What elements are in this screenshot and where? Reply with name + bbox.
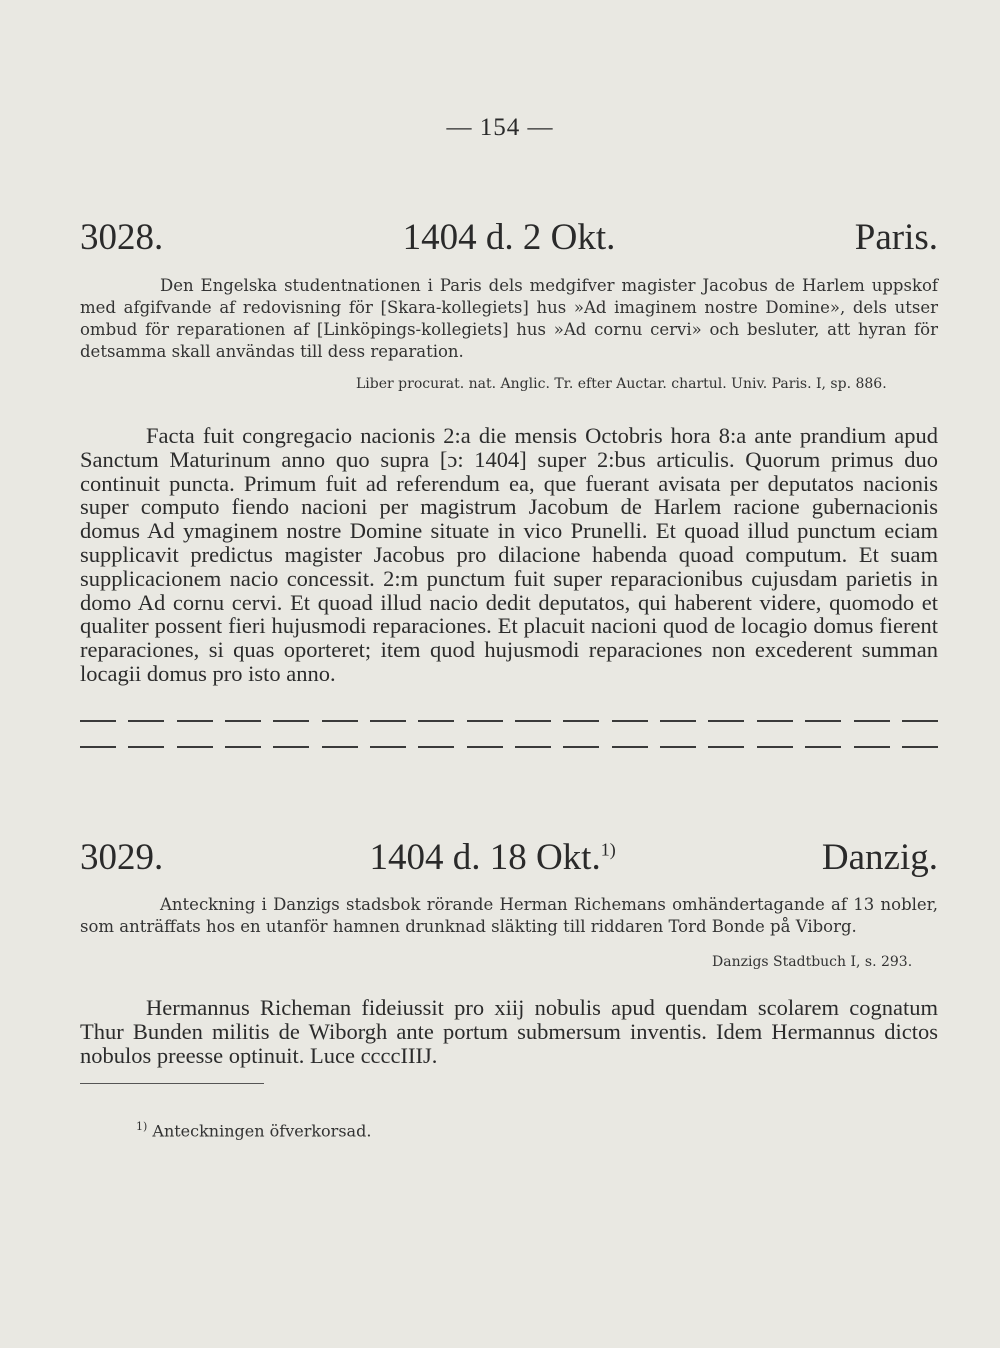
summary-text: Anteckning i Danzigs stadsbok rörande Herman Richemans omhändertagande af 13 nobler, som anträffats hos en utanför hamnen drunknad släkting till riddaren Tord Bonde på Viborg. bbox=[80, 895, 938, 936]
entry-heading-3029 bbox=[80, 836, 938, 882]
dash-separator bbox=[80, 746, 938, 748]
entry-date-text: 1404 d. 18 Okt. bbox=[369, 837, 601, 878]
entry-number: 3028. bbox=[80, 217, 164, 258]
footnote-text: Anteckningen öfverkorsad. bbox=[152, 1121, 372, 1141]
page-number: — 154 — bbox=[446, 114, 554, 141]
footnote-ref: 1) bbox=[600, 839, 616, 860]
entry-place: Paris. bbox=[854, 217, 938, 258]
entry-source-3028: Liber procurat. nat. Anglic. Tr. efter Auctar. chartul. Univ. Paris. I, sp. 886. bbox=[356, 376, 887, 392]
entry-number: 3029. bbox=[80, 837, 164, 878]
entry-heading-3028 bbox=[80, 216, 938, 262]
dash-separator bbox=[80, 720, 938, 722]
entry-text-3029 bbox=[80, 996, 938, 1067]
footnote-divider bbox=[80, 1083, 264, 1084]
latin-text: Facta fuit congregacio nacionis 2:a die mensis Octobris hora 8:a ante prandium apud Sanctum Maturinum anno quo supra [ɔ: 1404] super 2:bus articulis. Quorum primus duo continuit puncta. Primum fuit ad referendum ea, que fuerant avisata per deputatos nacionis super computo fiendo nacioni per magistrum Jacobum de Harlem racione gubernacionis domus Ad ymaginem nostre Domine situate in vico Prunelli. Et quoad illud punctum eciam supplicavit predictus magister Jacobus pro dilacione habenda quoad computum. Et suam supplicacionem nacio concessit. 2:m punctum fuit super reparacionibus cujusdam parietis in domo Ad cornu cervi. Et quoad illud nacio dedit deputatos, qui haberent videre, quomodo et qualiter possent fieri hujusmodi reparaciones. Et placuit nacioni quod de locagio domus fierent reparaciones, si quas oporteret; item quod hujusmodi reparaciones non excederent summan locagii domus pro isto anno. bbox=[80, 423, 938, 686]
summary-text: Den Engelska studentnationen i Paris dels medgifver magister Jacobus de Harlem uppskof med afgifvande af redovisning för [Skara-kollegiets] hus »Ad imaginem nostre Domine», dels utser ombud för reparationen af [Linköpings-kollegiets] hus »Ad cornu cervi» och besluter, att hyran för detsamma skall användas till dess reparation. bbox=[80, 276, 938, 361]
entry-date: 1404 d. 2 Okt. bbox=[402, 217, 616, 258]
entry-summary-3029 bbox=[80, 894, 938, 938]
footnote bbox=[136, 1120, 371, 1140]
entry-date bbox=[369, 836, 615, 879]
entry-text-3028 bbox=[80, 424, 938, 686]
entry-summary-3028 bbox=[80, 275, 938, 363]
latin-text: Hermannus Richeman fideiussit pro xiij nobulis apud quendam scolarem cognatum Thur Bunden militis de Wiborgh ante portum submersum inventis. Idem Hermannus dictos nobulos preesse optinuit. Luce ccccIIIJ. bbox=[80, 995, 938, 1068]
entry-place: Danzig. bbox=[821, 837, 938, 878]
entry-source-3029: Danzigs Stadtbuch I, s. 293. bbox=[712, 954, 913, 970]
footnote-marker: 1) bbox=[136, 1120, 148, 1133]
